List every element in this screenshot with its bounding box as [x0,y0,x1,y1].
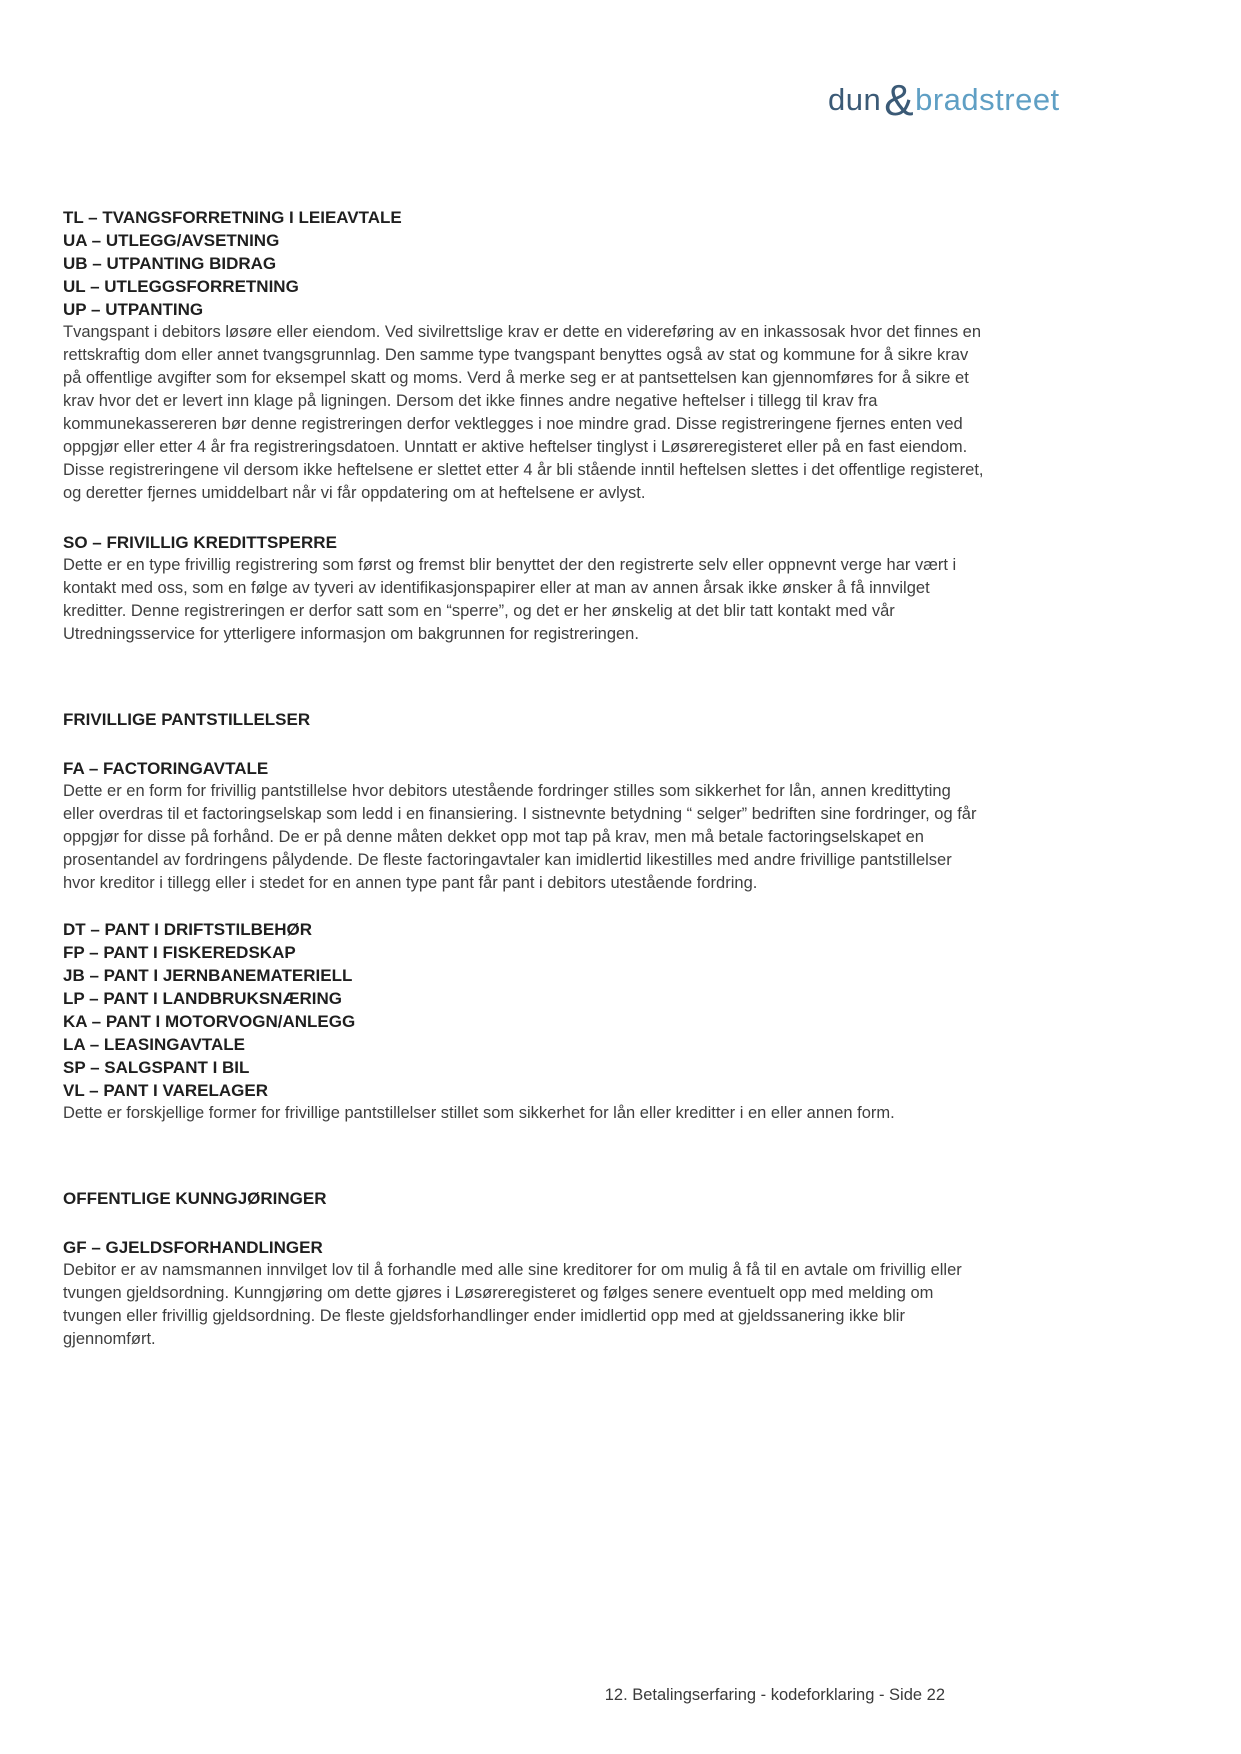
code-line: VL – PANT I VARELAGER [63,1081,268,1100]
code-line: FP – PANT I FISKEREDSKAP [63,943,296,962]
code-line: JB – PANT I JERNBANEMATERIELL [63,966,353,985]
code-heading: GF – GJELDSFORHANDLINGER [63,1238,323,1257]
logo-text-bradstreet: bradstreet [915,82,1060,117]
code-heading: SO – FRIVILLIG KREDITTSPERRE [63,533,337,552]
code-heading: FA – FACTORINGAVTALE [63,759,269,778]
code-line: LP – PANT I LANDBRUKSNÆRING [63,989,342,1008]
code-line: UB – UTPANTING BIDRAG [63,254,277,273]
section-heading: OFFENTLIGE KUNNGJØRINGER [63,1189,327,1208]
code-line: DT – PANT I DRIFTSTILBEHØR [63,920,313,939]
paragraph: Dette er en type frivillig registrering som først og fremst blir benyttet der den registrerte selv eller oppnevnt verge har vært i kontakt med oss, som en følge av tyveri av identifikasjonspapirer eller at man av annen årsak ikke ønsker å få innvilget kreditter. Denne registreringen er derfor satt som en “sperre”, og det er her ønskelig at det blir tatt kontakt med vår Utredningsservice for ytterligere informasjon om bakgrunnen for registreringen. [63,556,957,643]
code-line: UP – UTPANTING [63,300,204,319]
code-line: SP – SALGSPANT I BIL [63,1058,250,1077]
code-list [63,206,985,321]
document-content [63,206,985,1374]
logo-text-dun: dun [828,82,882,117]
page-footer: 12. Betalingserfaring - kodeforklaring - Side 22 [604,1686,945,1704]
dun-and-bradstreet-logo [828,76,1060,125]
code-line: UA – UTLEGG/AVSETNING [63,231,280,250]
code-list [63,918,985,1102]
section-heading: FRIVILLIGE PANTSTILLELSER [63,710,311,729]
paragraph: Dette er en form for frivillig pantstillelse hvor debitors utestående fordringer stilles som sikkerhet for lån, annen kredittyting eller overdras til et factoringselskap som ledd i en finansiering. I sistnevnte betydning “ selger” bedriften sine fordringer, og får oppgjør for disse på forhånd. De er på denne måten dekket opp mot tap på krav, men må betale factoringselskapet en prosentandel av fordringens pålydende. De fleste factoringavtaler kan imidlertid likestilles med andre frivillige pantstillelser hvor kreditor i tillegg eller i stedet for en annen type pant får pant i debitors utestående fordring. [63,782,977,892]
paragraph: Tvangspant i debitors løsøre eller eiendom. Ved sivilrettslige krav er dette en videreføring av en inkassosak hvor det finnes en rettskraftig dom eller annet tvangsgrunnlag. Den samme type tvangspant benyttes også av stat og kommune for å sikre krav på offentlige avgifter som for eksempel skatt og moms. Verd å merke seg er at pantsettelsen kan gjennomføres for å sikre et krav hvor det er levert inn klage på ligningen. Dersom det ikke finnes andre negative heftelser i tillegg til krav fra kommunekassereren bør denne registreringen derfor vektlegges i noe mindre grad. Disse registreringene fjernes enten ved oppgjør eller etter 4 år fra registreringsdatoen. Unntatt er aktive heftelser tinglyst i Løsøreregisteret eller på en fast eiendom. Disse registreringene vil dersom ikke heftelsene er slettet etter 4 år bli stående inntil heftelsen slettes i det offentlige registeret, og deretter fjernes umiddelbart når vi får oppdatering om at heftelsene er avlyst. [63,323,984,502]
ampersand-logo-glyph: & [884,76,915,125]
code-line: TL – TVANGSFORRETNING I LEIEAVTALE [63,208,402,227]
paragraph: Dette er forskjellige former for frivillige pantstillelser stillet som sikkerhet for lån eller kreditter i en eller annen form. [63,1104,895,1122]
code-line: LA – LEASINGAVTALE [63,1035,245,1054]
code-line: KA – PANT I MOTORVOGN/ANLEGG [63,1012,356,1031]
code-line: UL – UTLEGGSFORRETNING [63,277,299,296]
paragraph: Debitor er av namsmannen innvilget lov til å forhandle med alle sine kreditorer for om mulig å få til en avtale om frivillig eller tvungen gjeldsordning. Kunngjøring om dette gjøres i Løsøreregisteret og følges senere eventuelt opp med melding om tvungen eller frivillig gjeldsordning. De fleste gjeldsforhandlinger ender imidlertid opp med at gjeldssanering ikke blir gjennomført. [63,1261,962,1348]
